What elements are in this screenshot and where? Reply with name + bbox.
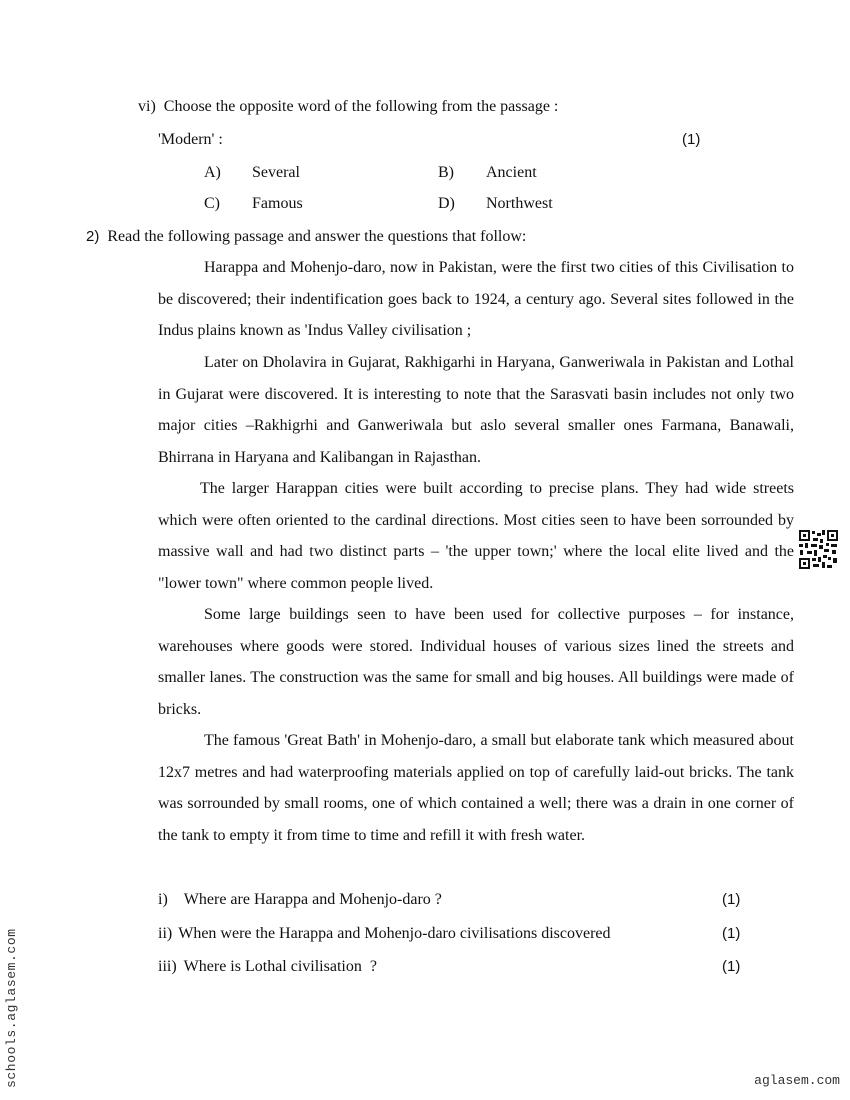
qr-code-icon (798, 529, 839, 570)
passage-paragraph-4: Some large buildings seen to have been used for collective purposes – for instance, warehouses where goods were stored. Individual houses of various sizes lined the streets and smaller lanes. The construction was the same for small and big houses. All buildings were made of bricks. (158, 606, 794, 718)
subquestion-iii-number: iii) (158, 958, 177, 975)
subquestion-ii (158, 924, 611, 944)
option-a-text: Several (252, 164, 300, 181)
subquestion-i (158, 890, 442, 910)
option-b-text: Ancient (486, 164, 537, 181)
question-vi-marks: (1) (682, 131, 701, 148)
question-vi-word: 'Modern' : (158, 131, 223, 148)
subquestion-i-number: i) (158, 891, 168, 908)
subquestion-i-text: Where are Harappa and Mohenjo-daro ? (183, 891, 442, 908)
subquestion-iii-marks: (1) (722, 958, 741, 975)
question-2-number: 2) (86, 228, 100, 245)
subquestion-iii (158, 957, 377, 977)
bottom-watermark: aglasem.com (754, 1073, 840, 1088)
subquestion-ii-marks: (1) (722, 925, 741, 942)
subquestion-i-marks: (1) (722, 891, 741, 908)
subquestion-iii-text: Where is Lothal civilisation ? (183, 958, 377, 975)
option-b-letter: B) (438, 164, 454, 181)
question-vi-prompt: Choose the opposite word of the following from the passage : (163, 98, 559, 115)
option-d-letter: D) (438, 195, 455, 212)
passage-paragraph-1: Harappa and Mohenjo-daro, now in Pakistan, were the first two cities of this Civilisation to be discovered; their indentification goes back to 1924, a century ago. Several sites followed in the Indus plains known as 'Indus Valley civilisation ; (158, 259, 794, 339)
question-vi (138, 97, 558, 117)
passage-paragraph-2: Later on Dholavira in Gujarat, Rakhigarhi in Haryana, Ganweriwala in Pakistan and Lothal in Gujarat were discovered. It is interesting to note that the Sarasvati basin includes not only two major cities –Rakhigrhi and Ganweriwala but aslo several smaller ones Farmana, Banawali, Bhirrana in Haryana and Kalibangan in Rajasthan. (158, 354, 794, 466)
subquestion-ii-text: When were the Harappa and Mohenjo-daro civilisations discovered (178, 925, 611, 942)
side-watermark: schools.aglasem.com (4, 928, 19, 1088)
option-c-letter: C) (204, 195, 220, 212)
option-a-letter: A) (204, 164, 221, 181)
question-2-instruction: Read the following passage and answer the questions that follow: (107, 228, 527, 245)
passage-paragraph-3: The larger Harappan cities were built according to precise plans. They had wide streets which were often oriented to the cardinal directions. Most cities seen to have been sorrounded by massive wall and had two distinct parts – 'the upper town;' where the local elite lived and the "lower town" where common people lived. (158, 480, 794, 592)
passage-paragraph-5: The famous 'Great Bath' in Mohenjo-daro, a small but elaborate tank which measured about 12x7 metres and had waterproofing materials applied on top of carefully laid-out bricks. The tank was sorrounded by small rooms, one of which contained a well; there was a drain in one corner of the tank to empty it from time to time and refill it with fresh water. (158, 732, 794, 844)
question-2 (86, 227, 526, 247)
question-vi-number: vi) (138, 98, 156, 115)
option-c-text: Famous (252, 195, 303, 212)
subquestion-ii-number: ii) (158, 925, 173, 942)
option-d-text: Northwest (486, 195, 553, 212)
